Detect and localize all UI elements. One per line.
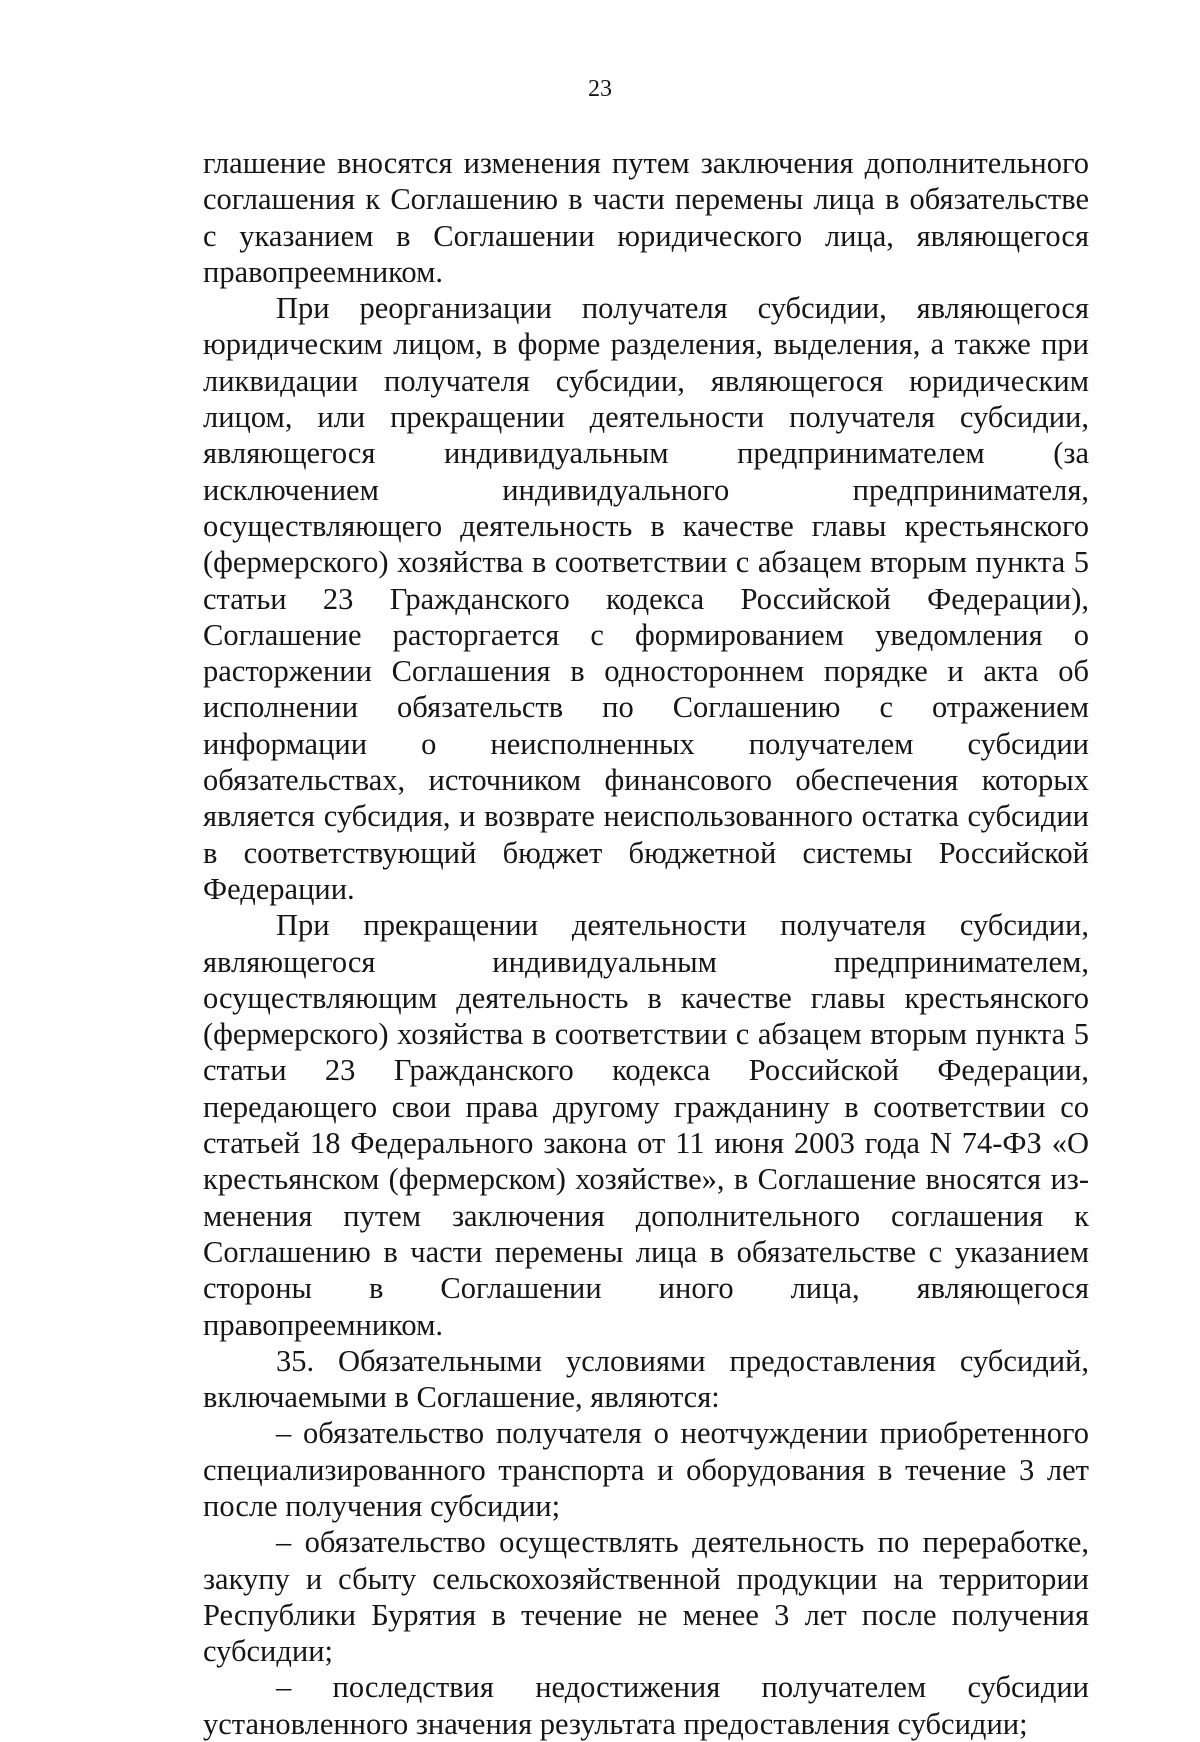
list-item-activity-obligation: – обязательство осуществлять деятельность по переработке, закупу и сбыту сельскохозяйственной продукции на территории Республики Бурятия в течение не менее 3 лет после получения субсидии; xyxy=(203,1525,1089,1669)
paragraph-continuation: глашение вносятся изменения путем заключения дополнительного соглашения к Соглашению в части перемены лица в обязательстве с указанием в Соглашении юридического лица, являющегося правопреемником. xyxy=(203,146,1089,289)
paragraph-termination: При прекращении деятельности получателя субсидии, являющегося индивидуальным предпринимателем, осуществляющим деятельность в качестве главы крестьянского (фермерского) хозяйства в соответствии с абзацем вторым пункта 5 статьи 23 Гражданского кодекса Российской Федерации, передающего свои права другому гражданину в соответствии со статьей 18 Федерального закона от 11 июня 2003 года N 74-ФЗ «О крестьянском (фермерском) хозяйстве», в Соглашение вносятся изменения путем заключения дополнительного соглашения к Соглашению в части перемены лица в обязательстве с указанием стороны в Соглашении иного лица, являющегося правопреемником. xyxy=(203,908,1089,1342)
page-number: 23 xyxy=(588,76,612,102)
paragraph-reorganization: При реорганизации получателя субсидии, являющегося юридическим лицом, в форме разделения, выделения, а также при ликвидации получателя субсидии, являющегося юридическим лицом, или прекращении деятельности получателя субсидии, являющегося индивидуальным предпринимателем (за исключением индивидуального предпринимателя, осуществляющего деятельность в качестве главы крестьянского (фермерского) хозяйства в соответствии с абзацем вторым пункта 5 статьи 23 Гражданского кодекса Российской Федерации), Соглашение расторгается с формированием уведомления о расторжении Соглашения в одностороннем порядке и акта об исполнении обязательств по Соглашению с отражением информации о неисполненных получателем субсидии обязательствах, источником финансового обеспечения которых является субсидия, и возврате неиспользованного остатка субсидии в соответствующий бюджет бюджетной системы Российской Федерации. xyxy=(203,291,1089,906)
paragraph-item-35: 35. Обязательными условиями предоставления субсидий, включаемыми в Соглашение, являются: xyxy=(203,1343,1089,1415)
list-item-non-alienation: – обязательство получателя о неотчуждении приобретенного специализированного транспорта и оборудования в течение 3 лет после получения субсидии; xyxy=(203,1416,1089,1523)
document-body xyxy=(203,145,1089,1742)
list-item-consequences: – последствия недостижения получателем субсидии установленного значения результата предоставления субсидии; xyxy=(203,1670,1089,1741)
